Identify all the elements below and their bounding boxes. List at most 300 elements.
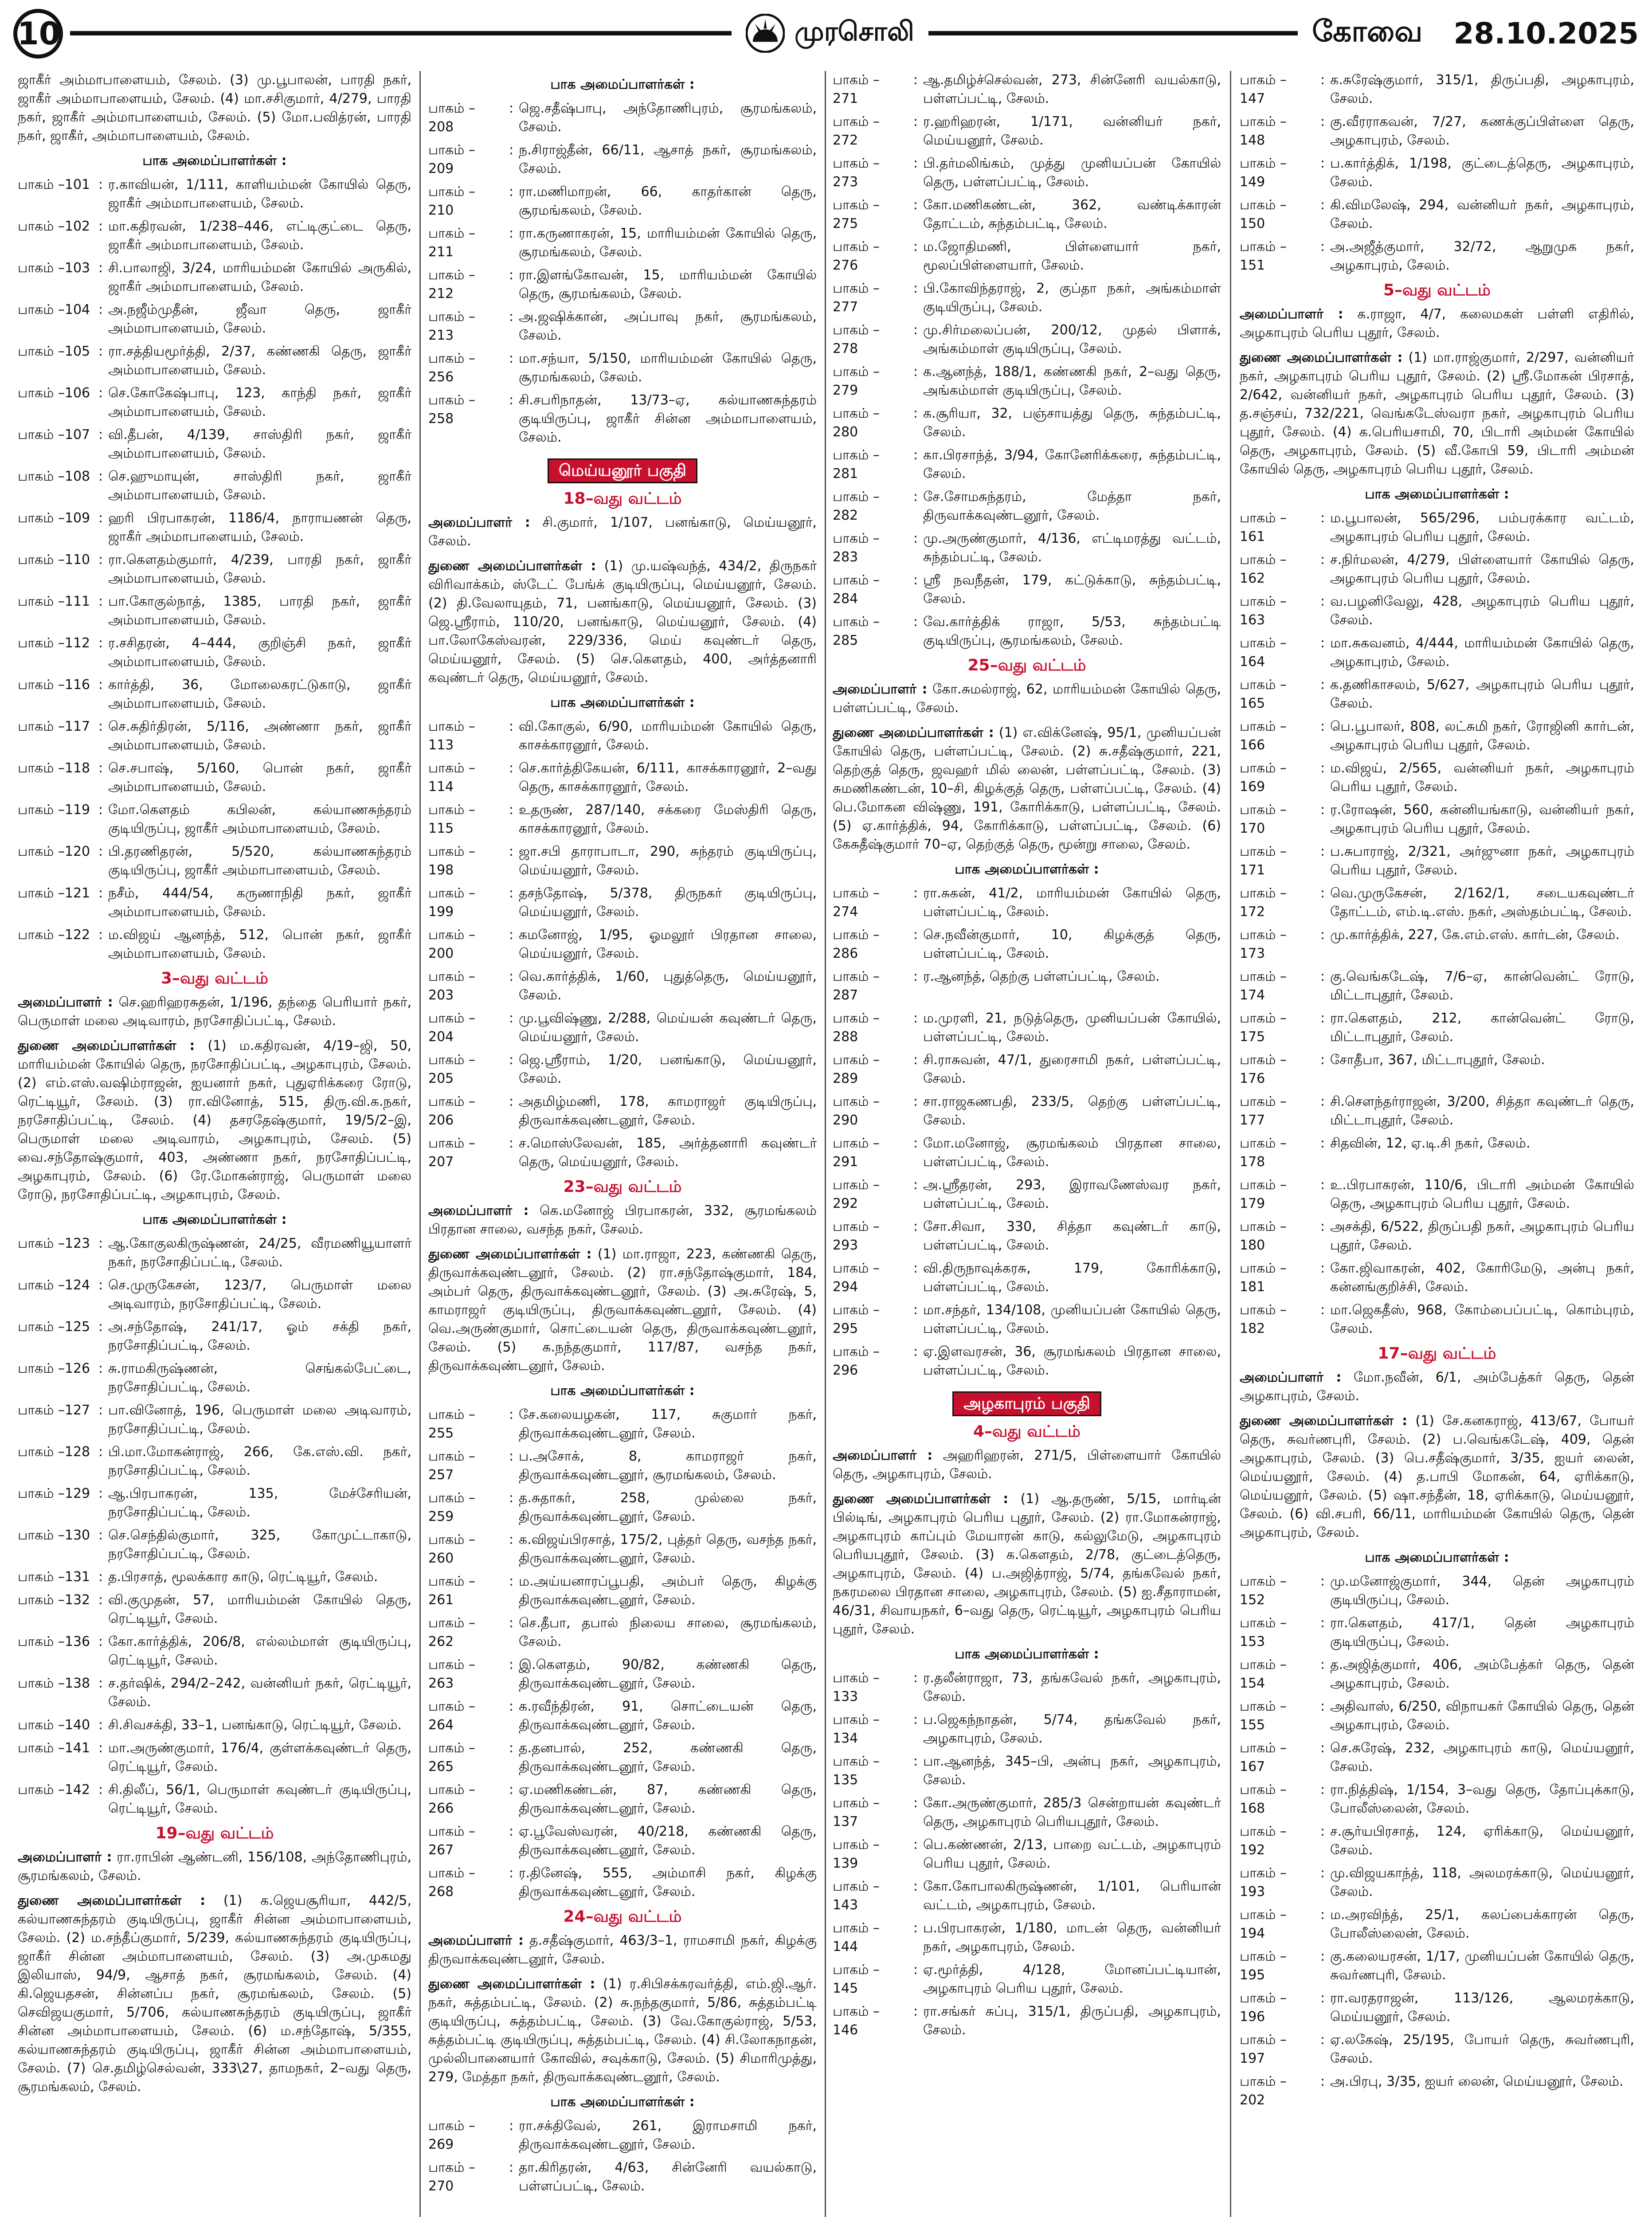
booth-value: த.தனபால், 252, கண்ணகி தெரு, திருவாக்கவுண்டனூர், சேலம். bbox=[519, 1740, 817, 1774]
separator: : bbox=[509, 885, 514, 901]
booth-label: பாகம் – 169 bbox=[1240, 760, 1287, 795]
booth-value: ர.தலீன்ராஜா, 73, தங்கவேல் நகர், அழகாபுரம், சேலம். bbox=[923, 1670, 1221, 1704]
booth-value: பா.வினோத், 196, பெருமாள் மலை அடிவாரம், நரசோதிப்பட்டி, சேலம். bbox=[108, 1402, 411, 1437]
booth-label: பாகம் – 165 bbox=[1240, 677, 1287, 711]
separator: : bbox=[1320, 1219, 1325, 1234]
separator: : bbox=[509, 1407, 514, 1422]
booth-label: பாகம் – 195 bbox=[1240, 1949, 1287, 1983]
separator: : bbox=[1320, 1302, 1325, 1318]
booth-label: பாகம் –104 bbox=[18, 302, 90, 317]
booth-label: பாகம் – 277 bbox=[833, 281, 880, 315]
separator: : bbox=[98, 552, 103, 568]
separator: : bbox=[98, 385, 103, 401]
separator: : bbox=[1320, 927, 1325, 943]
booth-label: பாகம் – 144 bbox=[833, 1920, 880, 1955]
separator: : bbox=[98, 719, 103, 734]
separator: : bbox=[913, 447, 918, 463]
booth-label: பாகம் – 164 bbox=[1240, 635, 1287, 670]
booth-value: ர.ஹரிஹரன், 1/171, வன்னியர் நகர், மெய்யனூர், சேலம். bbox=[923, 114, 1221, 148]
booth-label: பாகம் –107 bbox=[18, 427, 90, 443]
booth-value: வெ.முருகேசன், 2/162/1, சடையகவுண்டர் தோட்டம், எம்.டி.எஸ். நகர், அஸ்தம்பட்டி, சேலம். bbox=[1330, 885, 1634, 920]
paragraph-text: கெ.மனோஜ் பிரபாகரன், 332, சூரமங்கலம் பிரதான சாலை, வசந்த நகர், சேலம். bbox=[428, 1203, 817, 1237]
booth-entry bbox=[428, 1614, 817, 1651]
booth-label: பாகம் – 261 bbox=[428, 1574, 475, 1608]
booth-label: பாகம் – 167 bbox=[1240, 1740, 1287, 1774]
booth-label: பாகம் – 168 bbox=[1240, 1782, 1287, 1816]
booth-label: பாகம் –106 bbox=[18, 385, 90, 401]
separator: : bbox=[1320, 239, 1325, 255]
booth-entry bbox=[18, 259, 411, 296]
paragraph-text: (1) ம.கதிரவன், 4/19–ஜி, 50, மாரியம்மன் கோயில் தெரு, நரசோதிப்பட்டி, அழகாபுரம், சேலம். (2) எம்.எஸ்.வஷிம்ராஜன், ஐயனார் நகர், புதுஏரிக்கரை ரோடு, ரெட்டியூர், சேலம். (3) ரா.வினோத், 515, திரு.வி.க.நகர், நரசோதிப்பட்டி, சேலம். (4) தசரதேஷ்குமார், 19/5/2–இ, பெருமாள் மலை அடிவாரம், அழகாபுரம், சேலம். (5) வை.சந்தோஷ்குமார், 403, அண்ணா நகர், நரசோதிப்பட்டி, அழகாபுரம், சேலம். (6) ரே.மோகன்ராஜ், பெருமாள் மலை ரோடு, நரசோதிப்பட்டி, அழகாபுரம், சேலம். bbox=[18, 1038, 411, 1203]
paragraph bbox=[1240, 305, 1634, 342]
booth-entry bbox=[18, 301, 411, 338]
booth-value: ரா.சத்தியமூர்த்தி, 2/37, கண்ணகி தெரு, ஜாகீர் அம்மாபாளையம், சேலம். bbox=[108, 344, 411, 378]
booth-value: செ.சுரேஷ், 232, அழகாபுரம் காடு, மெய்யனூர், சேலம். bbox=[1330, 1740, 1634, 1774]
paragraph-text: ஜாகீர் அம்மாபாளையம், சேலம். (3) மு.பூபாலன், பாரதி நகர், ஜாகீர் அம்மாபாளையம், சேலம். (4) மா.சசிகுமார், 4/279, பாரதி நகர், ஜாகீர் அம்மாபாளையம், சேலம். (5) மோ.பவித்ரன், பாரதி நகர், ஜாகீர், அம்மாபாளையம், சேலம். bbox=[18, 72, 411, 144]
separator: : bbox=[913, 1261, 918, 1276]
booth-value: பா.ஆனந்த், 345–பி, அன்பு நகர், அழகாபுரம், சேலம். bbox=[923, 1754, 1221, 1788]
booth-label: பாகம் – 289 bbox=[833, 1052, 880, 1086]
paragraph bbox=[428, 1931, 817, 1969]
separator: : bbox=[98, 1717, 103, 1733]
booth-entry bbox=[428, 183, 817, 220]
paragraph bbox=[833, 1446, 1221, 1484]
booth-value: அ.சந்தோஷ், 241/17, ஓம் சக்தி நகர், நரசோதிப்பட்டி, சேலம். bbox=[108, 1319, 411, 1353]
booth-value: ச.சூர்யபிரசாத், 124, ஏரிக்காடு, மெய்யனூர், சேலம். bbox=[1330, 1824, 1634, 1858]
booth-label: பாகம் – 133 bbox=[833, 1670, 880, 1704]
separator: : bbox=[1320, 1949, 1325, 1964]
ward-heading: 23–வது வட்டம் bbox=[563, 1178, 682, 1196]
separator: : bbox=[98, 1592, 103, 1608]
separator: : bbox=[1320, 1824, 1325, 1839]
paragraph-text: த.சதீஷ்குமார், 463/3–1, ராமசாமி நகர், கிழக்கு திருவாக்கவுண்டனூர், சேலம். bbox=[428, 1933, 817, 1967]
booth-label: பாகம் – 179 bbox=[1240, 1177, 1287, 1211]
booth-label: பாகம் – 170 bbox=[1240, 802, 1287, 836]
booth-value: செ.தீபா, தபால் நிலைய சாலை, சூரமங்கலம், சேலம். bbox=[519, 1615, 817, 1649]
booth-entry bbox=[1240, 2031, 1634, 2068]
paragraph bbox=[1240, 349, 1634, 479]
booth-label: பாகம் – 198 bbox=[428, 844, 475, 878]
separator: : bbox=[913, 1302, 918, 1318]
booth-label: பாகம் – 208 bbox=[428, 101, 475, 135]
booth-value: ரா.மணிமாறன், 66, காதர்கான் தெரு, சூரமங்கலம், சேலம். bbox=[519, 184, 817, 218]
booth-entry bbox=[428, 759, 817, 796]
booth-label: பாகம் –105 bbox=[18, 344, 90, 359]
separator: : bbox=[913, 1177, 918, 1193]
separator: : bbox=[509, 184, 514, 200]
booth-value: ஆ.தமிழ்ச்செல்வன், 273, சின்னேரி வயல்காடு, பள்ளப்பட்டி, சேலம். bbox=[923, 72, 1221, 106]
booth-label: பாகம் – 280 bbox=[833, 406, 880, 440]
booth-entry bbox=[833, 71, 1221, 108]
separator: : bbox=[98, 510, 103, 526]
booth-entry bbox=[1240, 71, 1634, 108]
booth-value: ஜா.சபி தாராபாடா, 290, சுந்தரம் குடியிருப்பு, மெய்யனூர், சேலம். bbox=[519, 844, 817, 878]
role-label: துணை அமைப்பாளர்கள் : bbox=[428, 1246, 592, 1262]
separator: : bbox=[913, 1136, 918, 1151]
separator: : bbox=[1320, 1615, 1325, 1631]
booth-entry bbox=[833, 1836, 1221, 1873]
paragraph-text: (1) மா.ராஜ்குமார், 2/297, வன்னியர் நகர், அழகாபுரம் பெரிய புதூர், சேலம். (2) ஸ்ரீ.மோகன் பிரசாத், 2/642, வன்னியர் நகர், அழகாபுரம் பெரிய புதூர், சேலம். (3) த.சஞ்சய், 732/221, வெங்கடேஸ்வரா நகர், அழகாபுரம் பெரிய புதூர், சேலம். (4) க.பெரியசாமி, 70, பிடாரி அம்மன் கோயில் தெரு, அழகாபுரம், சேலம். (5) வீ.கோபி 59, பிடாரி அம்மன் கோயில் தெரு, அழகாபுரம் பெரிய புதூர், சேலம். bbox=[1240, 350, 1634, 477]
separator: : bbox=[1320, 1657, 1325, 1673]
booth-entry bbox=[428, 967, 817, 1005]
separator: : bbox=[509, 969, 514, 984]
booth-value: செ.நவீன்குமார், 10, கிழக்குத் தெரு, பள்ளப்பட்டி, சேலம். bbox=[923, 927, 1221, 961]
booth-entry bbox=[833, 1301, 1221, 1338]
separator: : bbox=[913, 364, 918, 380]
separator: : bbox=[1320, 1052, 1325, 1068]
booth-entry bbox=[428, 1489, 817, 1526]
booth-entry bbox=[18, 634, 411, 671]
sub-heading: பாக அமைப்பாளர்கள் : bbox=[1365, 1550, 1509, 1565]
paragraph-text: சி.குமார், 1/107, பனங்காடு, மெய்யனூர், சேலம். bbox=[428, 515, 817, 549]
booth-value: அதமிழ்மணி, 178, காமராஜர் குடியிருப்பு, திருவாக்கவுண்டனூர், சேலம். bbox=[519, 1094, 817, 1128]
separator: : bbox=[1320, 969, 1325, 984]
ward-heading: 5–வது வட்டம் bbox=[1383, 281, 1491, 299]
booth-label: பாகம் –140 bbox=[18, 1717, 90, 1733]
separator: : bbox=[913, 1712, 918, 1727]
separator: : bbox=[1320, 1177, 1325, 1193]
paragraph-text: (1) மு.யஷ்வந்த், 434/2, திருநகர் விரிவாக்கம், ஸ்டேட் பேங்க் குடியிருப்பு, மெய்யனூர், சேலம். (2) தி.வேலாயுதம், 71, பனங்காடு, மெய்யனூர், சேலம். (3) ஜெ.ஸ்ரீராம், 110/20, பனங்காடு, மெய்யனூர், சேலம். (4) பா.லோகேஸ்வரன், 229/336, மெய் கவுண்டர் தெரு, மெய்யனூர், சேலம். (5) செ.கௌதம், 400, அர்த்தனாரி கவுண்டர் தெரு, மெய்யனூர், சேலம். bbox=[428, 558, 817, 685]
booth-value: க.சுரேஷ்குமார், 315/1, திருப்பதி, அழகாபுரம், சேலம். bbox=[1330, 72, 1634, 106]
booth-value: ச.தர்ஷிக், 294/2–242, வன்னியர் நகர், ரெட்டியூர், சேலம். bbox=[108, 1676, 411, 1710]
separator: : bbox=[913, 1670, 918, 1686]
booth-value: மா.ஜெகதீஸ், 968, கோம்பைப்பட்டி, கொம்புரம், சேலம். bbox=[1330, 1302, 1634, 1336]
booth-entry bbox=[833, 1794, 1221, 1831]
booth-label: பாகம் – 114 bbox=[428, 760, 475, 795]
separator: : bbox=[1320, 1782, 1325, 1798]
booth-label: பாகம் – 175 bbox=[1240, 1011, 1287, 1045]
booth-label: பாகம் – 113 bbox=[428, 719, 475, 753]
booth-entry bbox=[1240, 154, 1634, 192]
separator: : bbox=[509, 1490, 514, 1506]
column-3 bbox=[833, 71, 1221, 2217]
booth-label: பாகம் – 210 bbox=[428, 184, 475, 218]
separator: : bbox=[98, 1319, 103, 1335]
booth-label: பாகம் – 293 bbox=[833, 1219, 880, 1253]
separator: : bbox=[509, 101, 514, 116]
booth-entry bbox=[428, 1134, 817, 1171]
separator: : bbox=[913, 1795, 918, 1811]
ward-heading: 19–வது வட்டம் bbox=[155, 1824, 274, 1842]
booth-value: அ.ஸ்ரீதரன், 293, இராவணேஸ்வர நகர், பள்ளப்பட்டி, சேலம். bbox=[923, 1177, 1221, 1211]
booth-label: பாகம் – 197 bbox=[1240, 2032, 1287, 2066]
separator: : bbox=[1320, 1865, 1325, 1881]
paragraph bbox=[18, 71, 411, 145]
separator: : bbox=[509, 1094, 514, 1109]
booth-entry bbox=[428, 224, 817, 262]
booth-label: பாகம் – 151 bbox=[1240, 239, 1287, 273]
booth-value: மு.சிர்மலைப்பன், 200/12, முதல் பிளாக், அங்கம்மாள் குடியிருப்பு, சேலம். bbox=[923, 322, 1221, 356]
page-number: 10 bbox=[13, 9, 63, 59]
booth-value: ஜெ.ஸ்ரீராம், 1/20, பனங்காடு, மெய்யனூர், சேலம். bbox=[519, 1052, 817, 1086]
paragraph bbox=[428, 513, 817, 551]
booth-label: பாகம் – 271 bbox=[833, 72, 880, 106]
booth-value: செ.சுதிர்திரன், 5/116, அண்ணா நகர், ஜாகீர் அம்மாபாளையம், சேலம். bbox=[108, 719, 411, 753]
separator: : bbox=[1320, 1699, 1325, 1714]
booth-value: ஏ.பூவேஸ்வரன், 40/218, கண்ணகி தெரு, திருவாக்கவுண்டனூர், சேலம். bbox=[519, 1824, 817, 1858]
separator: : bbox=[1320, 1136, 1325, 1151]
booth-label: பாகம் – 213 bbox=[428, 309, 475, 343]
booth-value: ர.காவியன், 1/111, காளியம்மன் கோயில் தெரு, ஜாகீர் அம்மாபாளையம், சேலம். bbox=[108, 177, 411, 211]
separator: : bbox=[98, 927, 103, 943]
role-label: அமைப்பாளர் : bbox=[428, 1933, 524, 1948]
booth-value: பெ.கண்ணன், 2/13, பாறை வட்டம், அழகாபுரம் பெரிய புதூர், சேலம். bbox=[923, 1837, 1221, 1871]
booth-label: பாகம் – 296 bbox=[833, 1344, 880, 1378]
booth-label: பாகம் – 200 bbox=[428, 927, 475, 961]
booth-entry bbox=[1240, 717, 1634, 755]
role-label: அமைப்பாளர் : bbox=[833, 682, 928, 697]
booth-value: உ.பிரபாகரன், 110/6, பிடாரி அம்மன் கோயில் தெரு, அழகாபுரம் பெரிய புதூர், சேலம். bbox=[1330, 1177, 1634, 1211]
separator: : bbox=[913, 969, 918, 984]
booth-label: பாகம் – 176 bbox=[1240, 1052, 1287, 1086]
booth-entry bbox=[833, 488, 1221, 525]
booth-value: கோ.அருண்குமார், 285/3 சென்றாயன் கவுண்டர் தெரு, அழகாபுரம் பெரியபுதூர், சேலம். bbox=[923, 1795, 1221, 1829]
separator: : bbox=[98, 1569, 103, 1585]
role-label: அமைப்பாளர் : bbox=[833, 1448, 933, 1463]
booth-value: பா.கோகுல்நாத், 1385, பாரதி நகர், ஜாகீர் அம்மாபாளையம், சேலம். bbox=[108, 594, 411, 628]
booth-value: மு.கார்த்திக், 227, கே.எம்.எஸ். கார்டன், சேலம். bbox=[1330, 927, 1620, 943]
separator: : bbox=[98, 677, 103, 693]
separator: : bbox=[98, 802, 103, 818]
separator: : bbox=[98, 1444, 103, 1460]
booth-entry bbox=[18, 509, 411, 546]
booth-value: ப.கார்த்திக், 1/198, குட்டைத்தெரு, அழகாபுரம், சேலம். bbox=[1330, 156, 1634, 190]
booth-value: ரா.சக்திவேல், 261, இராமசாமி நகர், திருவாக்கவுண்டனூர், சேலம். bbox=[519, 2118, 817, 2152]
booth-entry bbox=[428, 2117, 817, 2154]
booth-value: மா.கதிரவன், 1/238–446, எட்டிகுட்டை தெரு, ஜாகீர் அம்மாபாளையம், சேலம். bbox=[108, 219, 411, 253]
booth-label: பாகம் –124 bbox=[18, 1277, 90, 1293]
separator: : bbox=[509, 2160, 514, 2175]
separator: : bbox=[913, 322, 918, 338]
booth-entry bbox=[833, 613, 1221, 650]
separator: : bbox=[98, 1634, 103, 1649]
separator: : bbox=[913, 406, 918, 421]
booth-entry bbox=[18, 842, 411, 880]
booth-entry bbox=[833, 279, 1221, 317]
separator: : bbox=[509, 1574, 514, 1589]
booth-entry bbox=[833, 1134, 1221, 1171]
booth-entry bbox=[833, 1176, 1221, 1213]
booth-label: பாகம் – 275 bbox=[833, 197, 880, 231]
booth-entry bbox=[1240, 1822, 1634, 1860]
paragraph bbox=[833, 724, 1221, 854]
booth-value: நசீம், 444/54, கருணாநிதி நகர், ஜாகீர் அம்மாபாளையம், சேலம். bbox=[108, 885, 411, 920]
booth-value: அ.நஜீம்முதீன், ஜீவா தெரு, ஜாகீர் அம்மாபாளையம், சேலம். bbox=[108, 302, 411, 336]
paragraph-text: அஹரிஹரன், 271/5, பிள்ளையார் கோயில் தெரு, அழகாபுரம், சேலம். bbox=[833, 1448, 1221, 1482]
booth-value: க.ஆனந்த், 188/1, கண்ணகி நகர், 2–வது தெரு, அங்கம்மாள் குடியிருப்பு, சேலம். bbox=[923, 364, 1221, 398]
separator: : bbox=[1320, 760, 1325, 776]
separator: : bbox=[509, 1615, 514, 1631]
booth-label: பாகம் –128 bbox=[18, 1444, 90, 1460]
booth-entry bbox=[833, 529, 1221, 567]
separator: : bbox=[1320, 156, 1325, 171]
booth-entry bbox=[833, 1669, 1221, 1706]
booth-value: செ.முருகேசன், 123/7, பெருமாள் மலை அடிவாரம், நரசோதிப்பட்டி, சேலம். bbox=[108, 1277, 411, 1312]
booth-value: அ.பிரபு, 3/35, ஐயர் லைன், மெய்யனூர், சேலம். bbox=[1330, 2074, 1624, 2089]
booth-value: வி.தீபன், 4/139, சாஸ்திரி நகர், ஜாகீர் அம்மாபாளையம், சேலம். bbox=[108, 427, 411, 461]
booth-value: சிதவின், 12, ஏ.டி.சி நகர், சேலம். bbox=[1330, 1136, 1531, 1151]
booth-value: சி.சௌந்தர்ராஜன், 3/200, சித்தா கவுண்டர் தெரு, மிட்டாபுதூர், சேலம். bbox=[1330, 1094, 1634, 1128]
booth-entry bbox=[428, 1093, 817, 1130]
separator: : bbox=[509, 267, 514, 283]
separator: : bbox=[98, 1676, 103, 1691]
separator: : bbox=[509, 1136, 514, 1151]
separator: : bbox=[509, 1052, 514, 1068]
booth-label: பாகம் – 202 bbox=[1240, 2074, 1287, 2108]
booth-entry bbox=[833, 404, 1221, 442]
separator: : bbox=[1320, 1990, 1325, 2006]
booth-label: பாகம் – 161 bbox=[1240, 510, 1287, 544]
booth-entry bbox=[1240, 1656, 1634, 1693]
paragraph-text: (1) சே.கனகராஜ், 413/67, போயர் தெரு, சுவர்ணபுரி, சேலம். (2) ப.வெங்கடேஷ், 409, தென் அழகாபுரம், சேலம். (3) பெ.சதீஷ்குமார், 3/35, ஐயர் லைன், மெய்யனூர், சேலம். (4) த.பாபி மோகன், 64, ஏரிக்காடு, மெய்யனூர், சேலம். (5) ஷா.சந்தீன், 18, ஏரிக்காடு, மெய்யனூர், சேலம். (6) வி.சபரி, 66/11, மாரியம்மன் கோயில் தெரு, தென் அழகாபுரம், சேலம். bbox=[1240, 1413, 1634, 1540]
booth-entry bbox=[18, 1591, 411, 1628]
booth-value: கமனோஜ், 1/95, ஓமலூர் பிரதான சாலை, மெய்யனூர், சேலம். bbox=[519, 927, 817, 961]
booth-entry bbox=[18, 1526, 411, 1563]
booth-entry bbox=[18, 1401, 411, 1438]
booth-entry bbox=[833, 154, 1221, 192]
booth-entry bbox=[428, 884, 817, 921]
booth-label: பாகம் – 262 bbox=[428, 1615, 475, 1649]
separator: : bbox=[913, 1344, 918, 1359]
booth-value: ப.ஜெகந்நாதன், 5/74, தங்கவேல் நகர், அழகாபுரம், சேலம். bbox=[923, 1712, 1221, 1746]
booth-value: மு.விஜயகாந்த், 118, அலமரக்காடு, மெய்யனூர், சேலம். bbox=[1330, 1865, 1634, 1900]
section-banner-text: அழகாபுரம் பகுதி bbox=[952, 1391, 1101, 1416]
booth-value: மோ.மனோஜ், சூரமங்கலம் பிரதான சாலை, பள்ளப்பட்டி, சேலம். bbox=[923, 1136, 1221, 1170]
booth-entry bbox=[18, 884, 411, 921]
booth-label: பாகம் – 146 bbox=[833, 2004, 880, 2038]
booth-entry bbox=[428, 391, 817, 447]
booth-value: ரா.இளங்கோவன், 15, மாரியம்மன் கோயில் தெரு, சூரமங்கலம், சேலம். bbox=[519, 267, 817, 302]
column-divider bbox=[419, 71, 421, 2217]
booth-value: வே.கார்த்திக் ராஜா, 5/53, சுந்தம்பட்டி குடியிருப்பு, சூரமங்கலம், சேலம். bbox=[923, 614, 1221, 648]
booth-label: பாகம் – 173 bbox=[1240, 927, 1287, 961]
booth-entry bbox=[1240, 196, 1634, 233]
booth-label: பாகம் – 162 bbox=[1240, 552, 1287, 586]
booth-label: பாகம் –141 bbox=[18, 1740, 90, 1756]
paragraph-text: க.ராஜா, 4/7, கலைமகள் பள்ளி எதிரில், அழகாபுரம் பெரிய புதூர், சேலம். bbox=[1240, 306, 1634, 341]
booth-entry bbox=[1240, 113, 1634, 150]
booth-entry bbox=[833, 238, 1221, 275]
booth-value: அ.ஜஷிக்கான், அப்பாவு நகர், சூரமங்கலம், சேலம். bbox=[519, 309, 817, 343]
booth-label: பாகம் – 137 bbox=[833, 1795, 880, 1829]
column-4 bbox=[1240, 71, 1634, 2217]
paragraph-text: ரா.ராபின் ஆண்டனி, 156/108, அந்தோணிபுரம், சூரமங்கலம், சேலம். bbox=[18, 1849, 411, 1884]
sub-heading: பாக அமைப்பாளர்கள் : bbox=[142, 1212, 287, 1227]
booth-value: கோ.ஜிவாகரன், 402, கோரிமேடு, அன்பு நகர், கன்னங்குறிச்சி, சேலம். bbox=[1330, 1261, 1634, 1295]
booth-label: பாகம் – 288 bbox=[833, 1011, 880, 1045]
separator: : bbox=[913, 72, 918, 88]
booth-label: பாகம் – 193 bbox=[1240, 1865, 1287, 1900]
separator: : bbox=[509, 1532, 514, 1547]
booth-entry bbox=[428, 926, 817, 963]
booth-label: பாகம் – 286 bbox=[833, 927, 880, 961]
booth-entry bbox=[833, 1009, 1221, 1046]
sub-heading: பாக அமைப்பாளர்கள் : bbox=[550, 695, 695, 710]
booth-entry bbox=[1240, 1218, 1634, 1255]
booth-entry bbox=[1240, 967, 1634, 1005]
booth-entry bbox=[428, 349, 817, 387]
role-label: அமைப்பாளர் : bbox=[1240, 1370, 1342, 1385]
ward-heading: 24–வது வட்டம் bbox=[563, 1908, 682, 1926]
booth-entry bbox=[1240, 1093, 1634, 1130]
booth-value: பி.தரணிதரன், 5/520, கல்யாணசுந்தரம் குடியிருப்பு, ஜாகீர் அம்மாபாளையம், சேலம். bbox=[108, 844, 411, 878]
separator: : bbox=[1320, 1907, 1325, 1923]
masthead-center bbox=[732, 9, 928, 58]
booth-value: ஆ.பிரபாகரன், 135, மேச்சேரியன், நரசோதிப்பட்டி, சேலம். bbox=[108, 1486, 411, 1520]
booth-value: சோதீபா, 367, மிட்டாபுதூர், சேலம். bbox=[1330, 1052, 1545, 1068]
booth-value: மா.அருண்குமார், 176/4, குள்ளக்கவுண்டர் தெரு, ரெட்டியூர், சேலம். bbox=[108, 1740, 411, 1774]
separator: : bbox=[1320, 1740, 1325, 1756]
booth-entry bbox=[18, 1739, 411, 1776]
booth-value: ம.விஜய் ஆனந்த், 512, பொன் நகர், ஜாகீர் அம்மாபாளையம், சேலம். bbox=[108, 927, 411, 961]
separator: : bbox=[913, 1920, 918, 1936]
section-banner-text: மெய்யனூர் பகுதி bbox=[548, 458, 697, 483]
booth-entry bbox=[1240, 884, 1634, 921]
separator: : bbox=[98, 427, 103, 443]
booth-label: பாகம் – 291 bbox=[833, 1136, 880, 1170]
booth-label: பாகம் –125 bbox=[18, 1319, 90, 1335]
booth-label: பாகம் – 177 bbox=[1240, 1094, 1287, 1128]
separator: : bbox=[913, 885, 918, 901]
paragraph bbox=[1240, 1412, 1634, 1542]
booth-label: பாகம் – 290 bbox=[833, 1094, 880, 1128]
separator: : bbox=[509, 392, 514, 408]
booth-label: பாகம் –136 bbox=[18, 1634, 90, 1649]
booth-value: மு.பூவிஷ்ணு, 2/288, மெய்யன் கவுண்டர் தெரு, மெய்யனூர், சேலம். bbox=[519, 1011, 817, 1045]
booth-value: கு.கலையரசன், 1/17, முனியப்பன் கோயில் தெரு, சுவர்ணபுரி, சேலம். bbox=[1330, 1949, 1634, 1983]
booth-value: இ.கௌதம், 90/82, கண்ணகி தெரு, திருவாக்கவுண்டனூர், சேலம். bbox=[519, 1657, 817, 1691]
booth-label: பாகம் –110 bbox=[18, 552, 90, 568]
booth-label: பாகம் – 134 bbox=[833, 1712, 880, 1746]
booth-label: பாகம் – 147 bbox=[1240, 72, 1287, 106]
booth-label: பாகம் –103 bbox=[18, 260, 90, 276]
separator: : bbox=[509, 2118, 514, 2134]
booth-entry bbox=[1240, 1781, 1634, 1818]
booth-label: பாகம் – 205 bbox=[428, 1052, 475, 1086]
booth-entry bbox=[428, 1447, 817, 1485]
booth-value: சே.சோமசுந்தரம், மேத்தா நகர், திருவாக்கவுண்டனூர், சேலம். bbox=[923, 489, 1221, 523]
booth-label: பாகம் – 267 bbox=[428, 1824, 475, 1858]
booth-value: ப.பிரபாகரன், 1/180, மாடன் தெரு, வன்னியர் நகர், அழகாபுரம், சேலம். bbox=[923, 1920, 1221, 1955]
role-label: துணை அமைப்பாளர்கள் : bbox=[1240, 1413, 1408, 1429]
booth-value: கா.பிரசாந்த், 3/94, கோனேரிக்கரை, சுந்தம்பட்டி, சேலம். bbox=[923, 447, 1221, 482]
ward-heading: 25–வது வட்டம் bbox=[967, 656, 1086, 674]
booth-label: பாகம் – 265 bbox=[428, 1740, 475, 1774]
booth-entry bbox=[1240, 759, 1634, 796]
booth-value: உதருண், 287/140, சக்கரை மேஸ்திரி தெரு, காசக்காரனூர், சேலம். bbox=[519, 802, 817, 836]
separator: : bbox=[913, 114, 918, 129]
ward-heading: 18–வது வட்டம் bbox=[563, 490, 682, 508]
booth-entry bbox=[428, 1531, 817, 1568]
booth-entry bbox=[18, 1485, 411, 1522]
booth-value: மு.மனோஜ்குமார், 344, தென் அழகாபுரம் குடியிருப்பு, சேலம். bbox=[1330, 1574, 1634, 1608]
booth-entry bbox=[18, 1359, 411, 1397]
role-label: துணை அமைப்பாளர்கள் : bbox=[428, 1976, 595, 1992]
separator: : bbox=[98, 1740, 103, 1756]
booth-value: ரா.கௌதம், 212, கான்வென்ட் ரோடு, மிட்டாபுதூர், சேலம். bbox=[1330, 1011, 1634, 1045]
booth-entry bbox=[833, 1919, 1221, 1956]
separator: : bbox=[98, 469, 103, 484]
booth-entry bbox=[833, 1218, 1221, 1255]
separator: : bbox=[509, 927, 514, 943]
booth-entry bbox=[1240, 1134, 1634, 1171]
booth-value: மா.சந்தர், 134/108, முனியப்பன் கோயில் தெரு, பள்ளப்பட்டி, சேலம். bbox=[923, 1302, 1221, 1336]
booth-value: கு.வெங்கடேஷ், 7/6–ஏ, கான்வென்ட் ரோடு, மிட்டாபுதூர், சேலம். bbox=[1330, 969, 1634, 1003]
booth-label: பாகம் – 272 bbox=[833, 114, 880, 148]
separator: : bbox=[98, 1402, 103, 1418]
paragraph bbox=[18, 1037, 411, 1204]
booth-entry bbox=[428, 99, 817, 137]
